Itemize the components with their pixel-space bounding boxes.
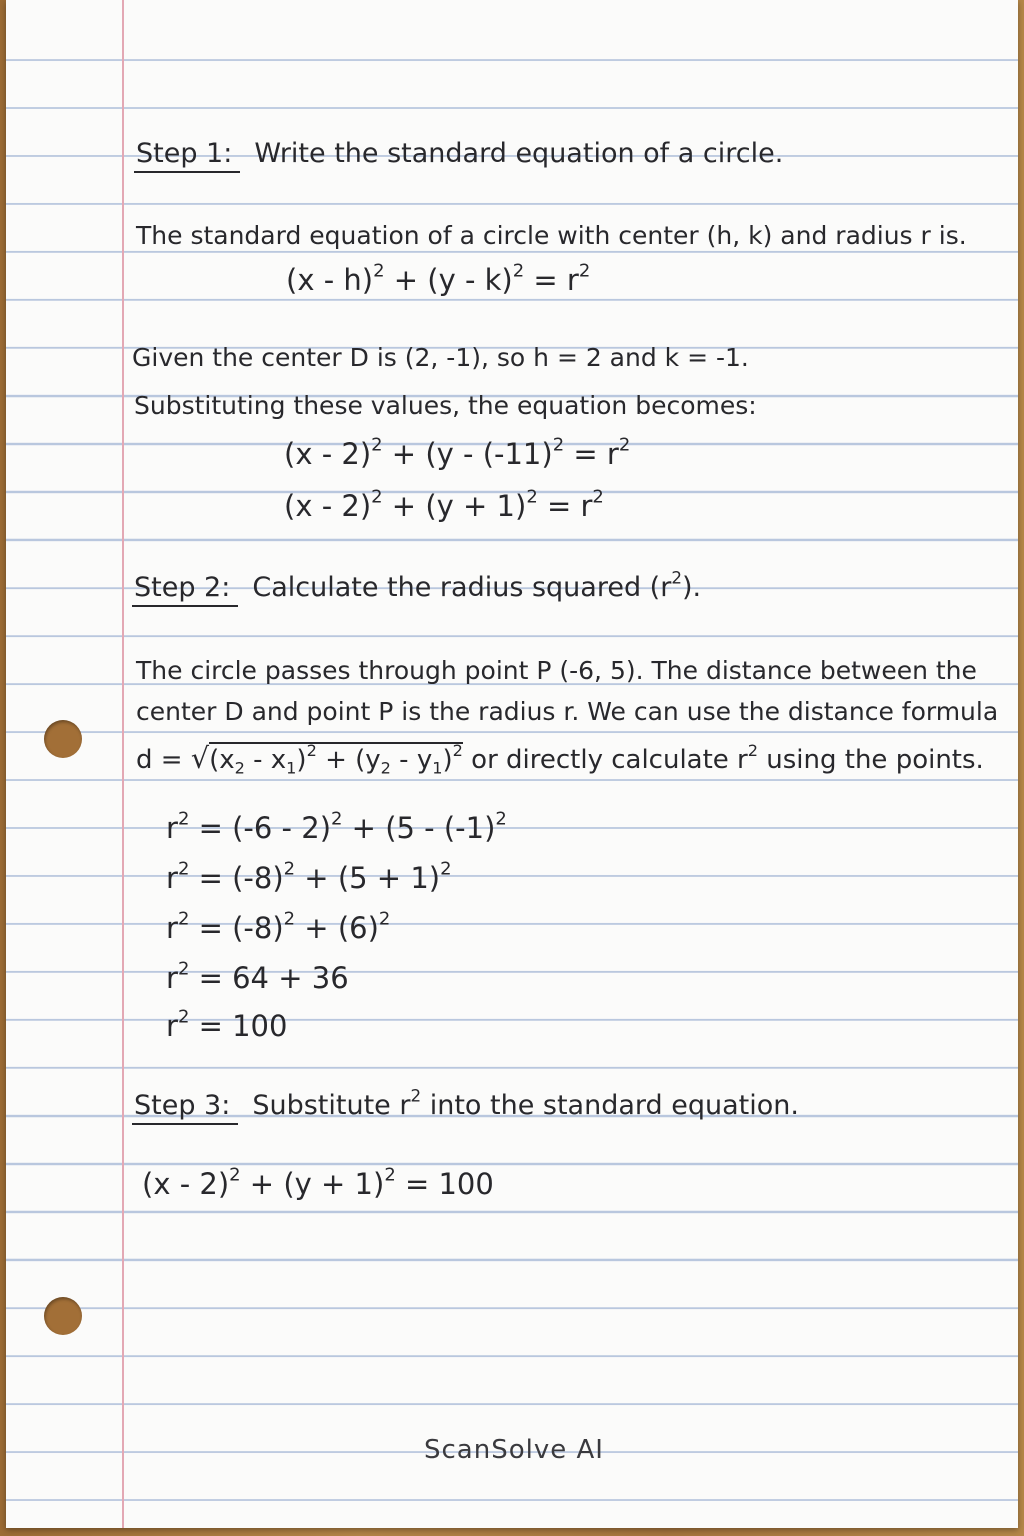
exponent: 2 (371, 486, 383, 508)
exponent: 2 (177, 1006, 190, 1028)
step1-label: Step 1: (134, 138, 240, 173)
eq-term-y: + (y + 1) (240, 1167, 385, 1201)
margin-line (122, 0, 124, 1528)
notebook-page (6, 0, 1018, 1528)
radicand-part: (x (209, 745, 235, 775)
exponent: 2 (331, 808, 343, 830)
eq-term-x: (x - h) (286, 263, 374, 297)
exponent: 2 (384, 1164, 396, 1186)
step3-label: Step 3: (132, 1090, 238, 1125)
step3-title-post: into the standard equation. (421, 1090, 799, 1121)
radicand-part: - x (244, 745, 287, 775)
subscript: 2 (234, 758, 245, 778)
subscript: 1 (432, 758, 443, 778)
exponent: 2 (495, 808, 507, 830)
step3-title-pre: Substitute r (252, 1090, 411, 1121)
exponent: 2 (378, 908, 391, 930)
exponent: 2 (512, 260, 525, 282)
exponent: 2 (410, 1085, 422, 1106)
step3-heading (132, 1085, 799, 1125)
eq-term-r: = r (524, 263, 579, 297)
step2-title-pre: Calculate the radius squared (r (252, 572, 672, 603)
calc-rhs: = 64 + 36 (189, 961, 349, 995)
exponent: 2 (177, 908, 190, 930)
radicand-part: - y (390, 745, 433, 775)
calc-rhs: + (5 + 1) (295, 861, 441, 895)
step2-title-post: ). (681, 572, 702, 603)
formula-tail: or directly calculate r (462, 745, 748, 775)
eq-term-y: + (y - (-11) (382, 437, 553, 471)
punch-hole-bottom (44, 1297, 82, 1335)
exponent: 2 (578, 260, 591, 282)
calc-row-1 (166, 810, 507, 846)
calc-lhs: r (166, 1009, 178, 1043)
exponent: 2 (177, 958, 190, 980)
eq-term-x: (x - 2) (284, 489, 372, 523)
substituted-equation (284, 436, 630, 472)
standard-equation (286, 262, 590, 298)
eq-term-r: = r (537, 489, 593, 523)
exponent: 2 (618, 434, 631, 456)
exponent: 2 (671, 567, 682, 588)
step1-intro: The standard equation of a circle with center (h, k) and radius r is. (136, 221, 967, 250)
calc-row-2 (166, 860, 452, 896)
exponent: 2 (306, 740, 317, 760)
calc-row-5 (166, 1008, 287, 1044)
given-center: Given the center D is (2, -1), so h = 2 and k = -1. (132, 343, 749, 372)
exponent: 2 (177, 858, 190, 880)
exponent: 2 (526, 486, 538, 508)
exponent: 2 (177, 808, 190, 830)
exponent: 2 (229, 1164, 241, 1186)
radicand-part: + (y (316, 745, 381, 775)
eq-term-y: + (y - k) (384, 263, 513, 297)
exponent: 2 (747, 740, 758, 760)
calc-row-3 (166, 910, 390, 946)
calc-lhs: r (166, 811, 178, 845)
exponent: 2 (283, 858, 296, 880)
eq-term-x: (x - 2) (284, 437, 372, 471)
radical-sign: √ (190, 741, 210, 775)
substituting-text: Substituting these values, the equation becomes: (134, 391, 757, 420)
exponent: 2 (592, 486, 604, 508)
calc-rhs: + (6) (295, 911, 379, 945)
calc-row-4 (166, 960, 349, 996)
step2-line1: The circle passes through point P (-6, 5). The distance between the (136, 656, 977, 685)
calc-rhs: + (5 - (-1) (342, 811, 496, 845)
step2-line2: center D and point P is the radius r. We can use the distance formula (136, 697, 999, 726)
formula-tail: using the points. (758, 745, 984, 775)
calc-rhs: = (-8) (189, 911, 284, 945)
step2-heading (132, 567, 702, 607)
eq-term-r: = r (564, 437, 619, 471)
punch-hole-top (44, 720, 82, 758)
calc-lhs: r (166, 861, 178, 895)
formula-lhs: d = (136, 745, 191, 775)
subscript: 1 (286, 758, 297, 778)
eq-term-y: + (y + 1) (382, 489, 527, 523)
calc-rhs: = (-8) (189, 861, 284, 895)
radicand: $(x_2 - x_1)^2 + (y_2 - y_1)^2$ (209, 740, 463, 778)
exponent: 2 (440, 858, 452, 880)
calc-rhs: = (-6 - 2) (189, 811, 332, 845)
exponent: 2 (373, 260, 385, 282)
step2-label: Step 2: (132, 572, 238, 607)
simplified-equation (284, 488, 604, 524)
eq-term-r: = 100 (395, 1167, 494, 1201)
exponent: 2 (552, 434, 565, 456)
exponent: 2 (371, 434, 383, 456)
eq-term-x: (x - 2) (142, 1167, 230, 1201)
calc-rhs: = 100 (189, 1009, 288, 1043)
distance-formula (136, 742, 984, 776)
exponent: 2 (452, 740, 463, 760)
calc-lhs: r (166, 961, 178, 995)
subscript: 2 (380, 758, 391, 778)
footer-brand: ScanSolve AI (424, 1435, 604, 1465)
exponent: 2 (283, 908, 296, 930)
step1-title: Write the standard equation of a circle. (254, 138, 784, 169)
calc-lhs: r (166, 911, 178, 945)
final-equation (142, 1166, 494, 1202)
step1-heading (134, 138, 783, 173)
